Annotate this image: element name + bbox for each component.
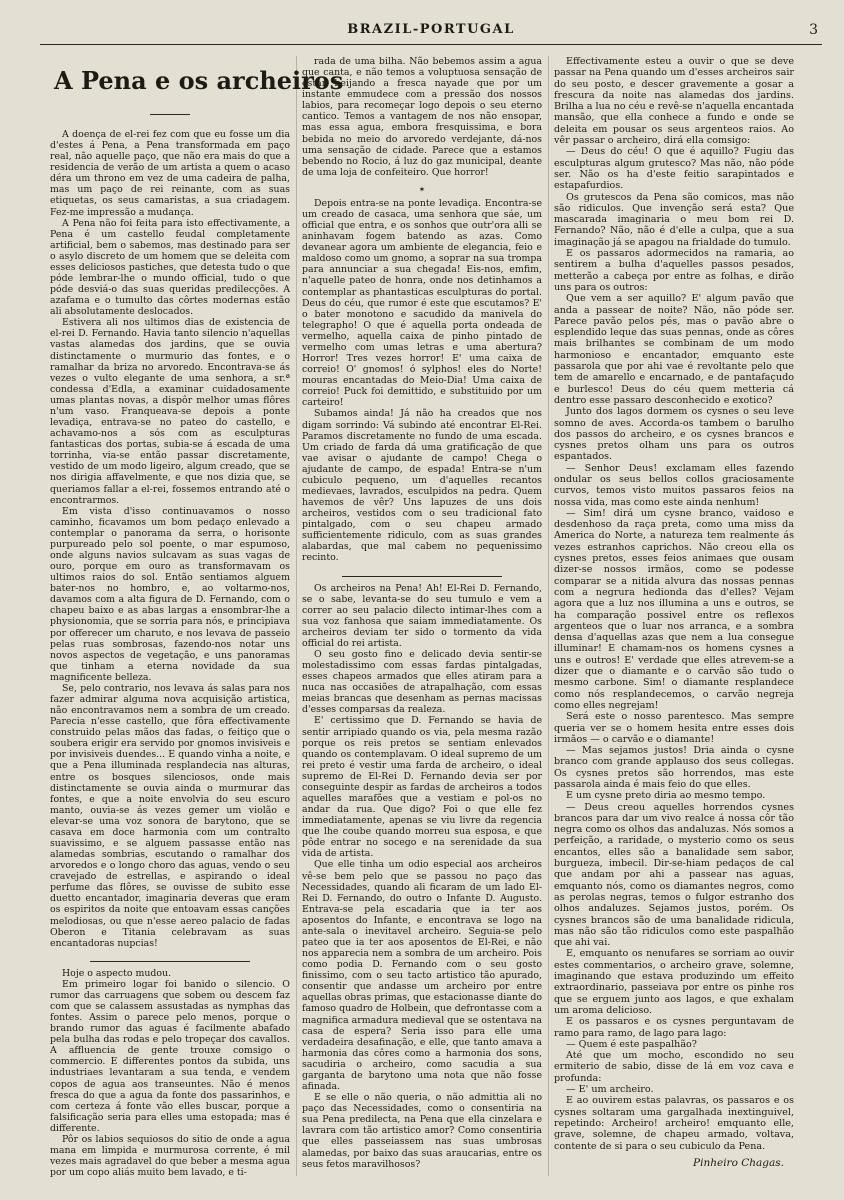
article-paragraph: Em vista d'isso continuavamos o nosso caminho, ficavamos um bom pedaço enlevado a contemplar o panorama da serra, o horisonte purpureado pelo sol poente, o mar espumoso, onde alguns navios sulcavam as suas vagas de ouro, porque em ouro as transformavam os ultimos raios do sol. Então sentiamos alguem bater-nos no hombro, e, ao voltarmo-nos, davamos com a alta figura de D. Fernando, com o chapeu baixo e as abas largas a ensombrar-lhe a physionomia, que se sorria para nós, e principiava por offerecer um charuto, e nos levava de passeio pelas ruas sombrosas, fazendo-nos notar uns novos aspectos de vegetação, e uns panoramas que tinham a eterna novidade da sua magnificente belleza. xyxy=(50,505,290,683)
article-paragraph: E ao ouvirem estas palavras, os passaros e os cysnes soltaram uma gargalhada inextinguivel, repetindo: Archeiro! archeiro! emquanto elle, grave, solemne, de chapeu armado, voltava, contente de si para o seu cubiculo da Pena. xyxy=(554,1095,794,1152)
article-paragraph: Se, pelo contrario, nos levava ás salas para nos fazer admirar alguma nova acquisição artistica, não encontravamos nem a sombra de um creado. Parecia n'esse castello, que fôra effectivamente construido pelas mãos das fadas, o feitiço que o soubera erigir era servido por gnomos invisiveis e por invisiveis duendes... E quando vinha a noite, e que a Pena illuminada resplandecia nas alturas, entre os bosques silenciosos, onde mais distinctamente se ouvia ainda o murmurar das fontes, e que a noite envolvia do seu escuro manto, ouvia-se ás vezes gemer um violão e elevar-se uma voz sonora de barytono, que se casava em doce harmonia com um contralto suavissimo, e se alguem passasse então nas alamedas sombrias, escutando o ramalhar dos arvoredos e o longo choro das aguas, vendo o seu cravejado de estrellas, e aspirando o ideal perfume das flôres, se ouvisse de subito esse duetto encantador, imaginaria deveras que eram os espiritos da noite que entoavam essas canções melodiosas, ou que n'esse aereo palacio de fadas Oberon e Titania celebravam as suas encantadoras nupcias! xyxy=(50,682,290,949)
article-paragraph: Que vem a ser aquillo? E' algum pavão que anda a passear de noite? Não, não póde ser. Parece pavão pelos pés, mas o pavão abre o esplendido leque das suas pennas, onde as côres mais brilhantes se combinam de um modo harmonioso e encantador, emquanto este passarola que por ahi vae é revoltante pelo que tem de amarello e encarnado, e de pantafaçudo e burlesco! Deus do céu quem metteria cá dentro esse passaro desconhecido e exotico? xyxy=(554,293,794,406)
paragraphs-col1-b xyxy=(50,968,290,1178)
article-paragraph: Pôr os labios sequiosos do sitio de onde a agua mana em limpida e murmurosa corrente, é mil vezes mais agradavel do que beber a mesma agua por um copo aliás muito bem lavado, e ti- xyxy=(50,1133,290,1179)
paragraphs-col3 xyxy=(554,56,794,1152)
section-divider xyxy=(342,576,502,577)
article-paragraph: — Mas sejamos justos! Dria ainda o cysne branco com grande applauso dos seus collegas. Os cysnes pretos são horrendos, mas este passarola ainda é mais feio do que elles. xyxy=(554,745,794,790)
column-rule xyxy=(548,56,549,1176)
running-title: BRAZIL-PORTUGAL xyxy=(347,22,515,37)
article-paragraph: E os passaros adormecidos na ramaria, ao sentirem a bulha d'aquelles passos pesados, metterão a cabeça por entre as folhas, e dirão uns para os outros: xyxy=(554,248,794,293)
article-paragraph: Será este o nosso parentesco. Mas sempre queria ver se o homem hesita entre esses dois irmãos — o carvão e o diamante! xyxy=(554,711,794,745)
article-paragraph: E, emquanto os nenufares se sorriam ao ouvir estes commentarios, o archeiro grave, solemne, imaginando que estava produzindo um effeito extraordinario, passeiava por entre os pinhe ros que se erguem junto aos lagos, e que exhalam um aroma delicioso. xyxy=(554,948,794,1016)
paragraphs-col1-a xyxy=(50,129,290,949)
section-divider xyxy=(90,961,250,962)
article-paragraph: — Deus creou aquelles horrendos cysnes brancos para dar um vivo realce á nossa côr tão negra como os olhos das andaluzas. Nós somos a perfeição, a raridade, o mysterio como os seus encantos, elles são a banalidade sem sabor, burgueza, imbecil. Dir-se-hiam pedaços de cal que andam por ahi a passear nas aguas, emquanto nós, como os diamantes negros, como as perolas negras, temos o fulgor estranho dos olhos andaluzes. Sejamos justos, porém. Os cysnes brancos são de uma banalidade ridicula, mas não são tão ridiculos como este paspalhão que ahi vai. xyxy=(554,801,794,949)
article-paragraph: E se elle o não queria, o não admittia ali no paço das Necessidades, como o consentiria na sua Pena predilecta, na Pena que ella cinzelara e lavrara com tão artistico amor? Como consentiria que elles passeiassem nas suas umbrosas alamedas, por baixo das suas araucarias, entre os seus fetos maravilhosos? xyxy=(302,1092,542,1170)
article-paragraph: — Quem é este paspalhão? xyxy=(566,1038,697,1050)
author-signature: Pinheiro Chagas. xyxy=(693,1156,784,1169)
article-paragraph: Junto dos lagos dormem os cysnes o seu leve somno de aves. Accorda-os tambem o barulho dos passos do archeiro, e os cysnes brancos e cysnes pretos olham uns para os outros espantados. xyxy=(554,406,794,463)
article-title: A Pena e os archeiros xyxy=(54,66,344,95)
article-paragraph: O seu gosto fino e delicado devia sentir-se molestadissimo com essas fardas pintalgadas, esses chapeos armados que elles atiram para a nuca nas occasiões de atrapalhação, com essas meias brancas que desenham as pernas macissas d'esses comparsas da realeza. xyxy=(302,648,542,716)
column-2 xyxy=(302,56,542,1170)
article-paragraph: A doença de el-rei fez com que eu fosse um dia d'estes á Pena, a Pena transformada em paço real, não aquelle paço, que não era mais do que a residencia de verão de um artista a quem o acaso déra um throno em vez de uma cadeira de palha, mas um paço de rei reinante, com as suas etiquetas, os seus camaristas, a sua criadagem. Fez-me impressão a mudança. xyxy=(50,129,290,218)
article-paragraph: Até que um mocho, escondido no seu ermiterio de sabio, disse de lá em voz cava e profunda: xyxy=(554,1050,794,1084)
paragraphs-col2-b xyxy=(302,198,542,564)
article-paragraph: Em primeiro logar foi banido o silencio. O rumor das carruagens que sobem ou descem faz com que se calassem assustadas as nymphas das fontes. Assim o parece pelo menos, porque o brando rumor das aguas é facilmente abafado pela bulha das rodas e pelo tropeçar dos cavallos. A affluencia de gente trouxe comsigo o commercio. E differentes pontos da subida, uns industriaes levantaram a sua tenda, e vendem copos de agua aos transeuntes. Não é menos fresca do que a agua da fonte dos passarinhos, e com certeza á fonte vão elles buscar, porque a falsificação seria para elles uma estopada; mas é differente. xyxy=(50,978,290,1134)
article-paragraph: Effectivamente esteu a ouvir o que se deve passar na Pena quando um d'esses archeiros sair do seu posto, e descer gravemente a gosar a frescura da noite nas alamedas dos jardins. Brilha a lua no céu e revê-se n'aquella encantada mansão, que ella conhece a fundo e onde se deleita em pousar os seus argenteos raios. Ao vêr passar o archeiro, dirá ella comsigo: xyxy=(554,56,794,147)
article-paragraph: rada de uma bilha. Não bebemos assim a agua que canta, e não temos a voluptuosa sensação de estar beijando a fresca nayade que por um instante emmudece com a pressão dos nossos labios, para recomeçar logo depois o seu eterno cantico. Temos a vantagem de nos não ensopar, mas essa agua, embora fresquissima, e bora bebida no meio do arvoredo verdejante, dá-nos uma sensação de cidade. Parece que a estamos bebendo no Rocio, á luz do gaz municipal, deante de uma loja de confeiteiro. Que horror! xyxy=(302,56,542,178)
column-3 xyxy=(554,56,794,1169)
paragraphs-col2-c xyxy=(302,583,542,1170)
article-paragraph: E um cysne preto diria ao mesmo tempo. xyxy=(566,790,766,802)
title-rule xyxy=(150,114,190,115)
article-paragraph: Depois entra-se na ponte levadiça. Encontra-se um creado de casaca, uma senhora que sáe, um official que entra, e os sonhos que outr'ora alli se aninhavam fogem batendo as azas. Como devanear agora um ambiente de elegancia, feio e maldoso como um gnomo, a soprar na sua trompa para annunciar a sua chegada! Eis-nos, emfim, n'aquelle pateo de honra, onde nos detinhamos a contemplar as phantasticas esculpturas do portal. Deus do céu, que rumor é este que escutamos? E' o bater monotono e sacudido da manivela do telegrapho! O que é aquella porta ondeada de vermelho, aquella caixa de pinho pintado de vermelho com umas letras e uma abertura? Horror! Tres vezes horror! E' uma caixa de correio! O' gnomos! ó sylphos! eles do Norte! mouras encantadas do Meio-Dia! Uma caixa de correio! Puck foi demittido, e substituido por um carteiro! xyxy=(302,197,542,409)
article-paragraph: A Pena não foi feita para isto effectivamente, a Pena é um castello feudal completamente artificial, bem o sabemos, mas destinado para ser o asylo discreto de um homem que se deleita com esses deliciosos pastiches, que detesta tudo o que póde lembrar-lhe o mundo official, tudo o que póde desviá-o das suas queridas predilecções. A azafama e o tumulto das côrtes modernas estão ali absolutamente deslocados. xyxy=(50,217,290,318)
article-paragraph: Subamos ainda! Já não ha creados que nos digam sorrindo: Vá subindo até encontrar El-Rei. Paramos discretamente no fundo de uma escada. Um criado de farda dá uma gratificação de que vae avisar o ajudante de campo! Chega o ajudante de campo, de espada! Entra-se n'um cubiculo pequeno, um d'aquelles recantos medievaes, lavrados, esculpidos na pedra. Quem havemos de vêr? Uns lapuzes de uns dois archeiros, vestidos com o seu tradicional fato pintalgado, com o seu chapeu armado sufficientemente ridiculo, com as suas grandes alabardas, que mal cabem no pequenissimo recinto. xyxy=(302,408,542,564)
article-paragraph: — Senhor Deus! exclamam elles fazendo ondular os seus bellos collos graciosamente curvos, temos visto muitos passaros feios na nossa vida, mas como este ainda nenhum! xyxy=(554,462,794,508)
article-paragraph: Hoje o aspecto mudou. xyxy=(62,967,172,979)
article-paragraph: E os passaros e os cysnes perguntavam de ramo para ramo, de lago para lago: xyxy=(554,1016,794,1039)
article-paragraph: E' certissimo que D. Fernando se havia de sentir arripiado quando os via, pela mesma razão porque os reis pretos se sentiam enlevados quando os contemplavam. O ideal supremo de um rei preto é vestir uma farda de archeiro, o ideal supremo de El-Rei D. Fernando devia ser por conseguinte despir as fardas de archeiros a todos aquelles marafões que a vestiam e pol-os no andar da rua. Que digo? Foi o que elle fez immediatamente, apenas se viu livre da regencia que lhe coube quando morreu sua esposa, e que pôde entrar no socego e na serenidade da sua vida de artista. xyxy=(302,715,542,860)
article-paragraph: Que elle tinha um odio especial aos archeiros vê-se bem pelo que se passou no paço das Necessidades, quando ali ficaram de um lado El-Rei D. Fernando, do outro o Infante D. Augusto. Entrava-se pela escadaria que ia ter aos aposentos do Infante, e encontrava se logo na ante-sala o inevitavel archeiro. Seguia-se pelo pateo que ia ter aos aposentos de El-Rei, e não nos apparecia nem a sombra de um archeiro. Pois como podia D. Fernando com o seu gosto finissimo, com o seu tacto artistico tão apurado, consentir que andasse um archeiro por entre aquellas obras primas, que estacionasse diante do famoso quadro de Holbein, que defrontasse com a magnifica armadura medieval que se ostentava na casa de espera? Seria isso para elle uma verdadeira desafinação, e elle, que tanto amava a harmonia das côres como a harmonia dos sons, sacudiria o archeiro, como sacudia a sua garganta de barytono uma nota que não fosse afinada. xyxy=(302,859,542,1093)
article-paragraph: Os archeiros na Pena! Ah! El-Rei D. Fernando, se o sabe, levanta-se do seu tumulo e vem a correr ao seu palacio dilecto intimar-lhes com a sua voz fanhosa que saiam immediatamente. Os archeiros deviam ter sido o tormento da vida official do rei artista. xyxy=(302,582,542,649)
column-rule xyxy=(296,56,297,1176)
section-star: ✶ xyxy=(418,184,426,194)
page-number: 3 xyxy=(809,22,818,38)
article-paragraph: Os grutescos da Pena são comicos, mas não são ridiculos. Que invenção será esta? Que mascarada imaginaria o meu bom rei D. Fernando? Não, não é d'elle a culpa, que a sua imaginação já se apagou na frialdade do tumulo. xyxy=(554,191,794,248)
article-paragraph: — E' um archeiro. xyxy=(566,1084,654,1096)
column-1 xyxy=(50,56,344,1179)
page-header xyxy=(40,22,822,45)
article-paragraph: — Sim! dirá um cysne branco, vaidoso e desdenhoso da raça preta, como uma miss da America do Norte, a natureza tem realmente ás vezes estranhos caprichos. Não creou ella os cysnes pretos, esses feios animaes que ousam dizer-se nossos irmãos, como se podesse comparar se a nitida alvura das nossas pennas com a negrura hedionda das d'elles? Vejam agora que a luz nos illumina a uns e outros, se ha comparação possivel entre os reflexos argenteos que o luar nos arranca, e a sombra densa d'aquellas azas que nem a lua consegue illuminar! E chamam-nos os homens cysnes a uns e outros! E' verdade que elles atrevem-se a dizer que o diamante e o carvão são tudo o mesmo carbone. Sim! o diamante resplandece como nós resplandecemos, o carvão negreja como elles negrejam! xyxy=(554,507,794,711)
paragraphs-col2-a xyxy=(302,56,542,178)
article-paragraph: — Deus do céu! O que é aquillo? Fugiu das esculpturas algum grutesco? Mas não, não póde ser. Não os ha d'este feitio sarapintados e estapafurdios. xyxy=(554,146,794,192)
article-paragraph: Estivera ali nos ultimos dias de existencia de el-rei D. Fernando. Havia tanto silencio n'aquellas vastas alamedas dos jardins, que se ouvia distinctamente o murmurio das fontes, e o ramalhar da briza no arvoredo. Encontrava-se ás vezes o vulto elegante de uma senhora, a sr.ª condessa d'Edla, a examinar cuidadosamente umas plantas novas, a dispôr melhor umas flôres n'um vaso. Franqueava-se depois a ponte levadiça, entrava-se no pateo do castello, e achavamo-nos a sós com as esculpturas fantasticas dos portas, subia-se á escada de uma torrinha, via-se então passar discretamente, vestido de um modo ligeiro, algum creado, que se nos dirigia affavelmente, e que nos dizia que, se queriamos fallar a el-rei, fossemos entrando até o encontrarmos. xyxy=(50,317,290,506)
